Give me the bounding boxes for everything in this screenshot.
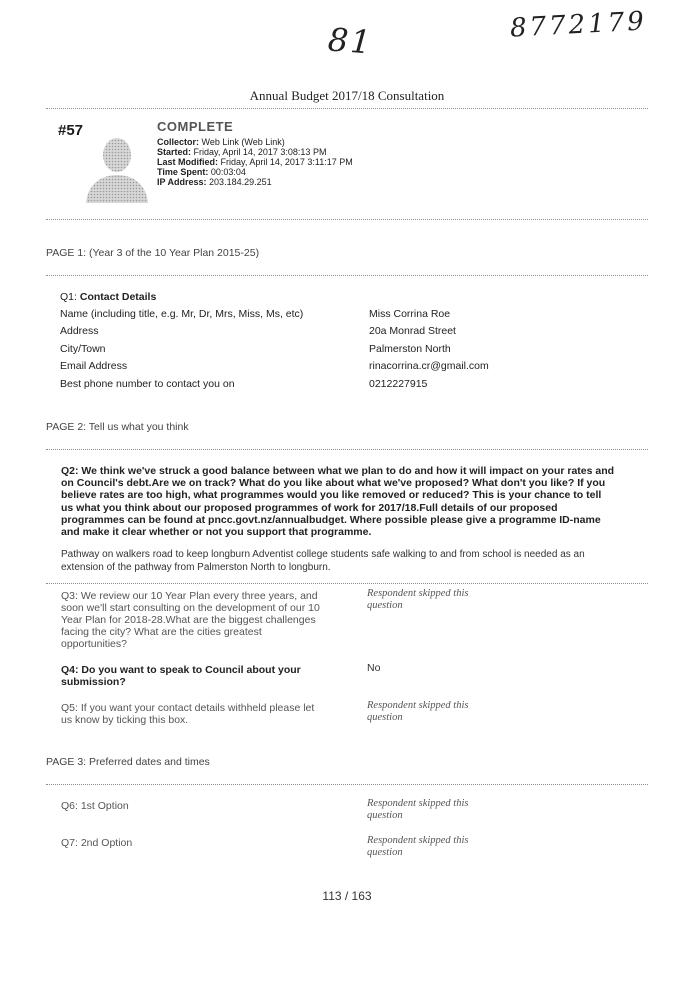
contact-row-value: 20a Monrad Street — [369, 325, 456, 337]
divider — [46, 583, 648, 584]
q2-answer-line: extension of the pathway from Palmerston North to longburn. — [61, 561, 331, 573]
divider — [46, 449, 648, 450]
q2-line: believe rates are too high, what programmes would you like removed or reduced? This is your chance to tell — [61, 489, 602, 502]
skipped-line: question — [367, 600, 403, 611]
q4-line: Q4: Do you want to speak to Council about your — [61, 664, 301, 676]
q2-line: Q2: We think we've struck a good balance between what we plan to do and how it will impact on your rates and — [61, 465, 615, 477]
ip-address-label: IP Address: — [157, 177, 207, 187]
collector-value: Web Link (Web Link) — [201, 137, 285, 147]
contact-row-label: Name (including title, e.g. Mr, Dr, Mrs, Miss, Ms, etc) — [60, 308, 304, 320]
q5-line: Q5: If you want your contact details withheld please let — [61, 702, 315, 714]
q3-line: facing the city? What are the cities greatest — [61, 626, 262, 638]
contact-row-value: Miss Corrina Roe — [369, 308, 451, 320]
q3-line: Q3: We review our 10 Year Plan every three years, and — [61, 590, 318, 602]
q1-prefix: Q1: — [60, 291, 77, 303]
contact-row-value: rinacorrina.cr@gmail.com — [369, 360, 489, 372]
contact-row-label: City/Town — [60, 343, 106, 355]
document-title: Annual Budget 2017/18 Consultation — [249, 88, 445, 103]
q4-answer: No — [367, 662, 381, 674]
q6-label: Q6: 1st Option — [61, 800, 129, 812]
divider — [46, 275, 648, 276]
q2-answer — [61, 549, 631, 574]
handwritten-reference-number: 8772179 — [509, 6, 648, 44]
q3-line: soon we'll start consulting on the development of our 10 — [61, 602, 320, 614]
q6-answer — [367, 798, 497, 822]
q3-answer — [367, 588, 497, 612]
response-number: #57 — [58, 122, 84, 139]
q5-question — [61, 702, 361, 726]
q2-line: and make it clear whether or not you support that programme. — [61, 526, 372, 539]
page-2-heading: PAGE 2: Tell us what you think — [46, 421, 189, 433]
q3-question — [61, 590, 361, 650]
q5-line: us know by ticking this box. — [61, 714, 189, 726]
avatar-placeholder-icon — [84, 133, 150, 203]
time-spent-value: 00:03:04 — [210, 167, 246, 177]
contact-row-value: 0212227915 — [369, 378, 428, 390]
divider — [46, 108, 648, 109]
collector-label: Collector: — [157, 137, 200, 147]
time-spent-label: Time Spent: — [157, 167, 209, 177]
skipped-line: Respondent skipped this — [367, 835, 469, 846]
page-3-heading: PAGE 3: Preferred dates and times — [46, 756, 210, 768]
last-modified-value: Friday, April 14, 2017 3:11:17 PM — [220, 157, 353, 167]
skipped-line: Respondent skipped this — [367, 700, 469, 711]
skipped-line: question — [367, 712, 403, 723]
skipped-line: Respondent skipped this — [367, 798, 469, 809]
divider — [46, 784, 648, 785]
q2-answer-line: Pathway on walkers road to keep longburn Adventist college students safe walking to and from school is needed as an — [61, 549, 585, 560]
started-label: Started: — [157, 147, 192, 157]
page-number: 113 / 163 — [322, 889, 372, 903]
contact-row-label: Address — [60, 325, 99, 337]
skipped-line: question — [367, 847, 403, 858]
q2-line: on Council's debt.Are we on track? What do you like about what we've proposed? What don't you like? If you — [61, 477, 606, 490]
started-value: Friday, April 14, 2017 3:08:13 PM — [193, 147, 327, 157]
contact-row-value: Palmerston North — [369, 343, 451, 355]
last-modified-label: Last Modified: — [157, 157, 218, 167]
q3-line: Year Plan for 2018-28.What are the biggest challenges — [61, 614, 316, 626]
q7-label: Q7: 2nd Option — [61, 837, 133, 849]
handwritten-page-mark: 81 — [326, 20, 374, 62]
q1-label: Contact Details — [79, 291, 157, 303]
contact-row-label: Email Address — [60, 360, 128, 372]
q5-answer — [367, 700, 497, 724]
q1-title — [60, 291, 156, 303]
status-label: COMPLETE — [157, 119, 234, 134]
skipped-line: question — [367, 810, 403, 821]
q4-line: submission? — [61, 676, 126, 689]
q3-line: opportunities? — [61, 638, 127, 650]
response-metadata — [157, 137, 353, 187]
contact-row-label: Best phone number to contact you on — [60, 378, 235, 390]
ip-address-value: 203.184.29.251 — [209, 177, 272, 187]
q2-question — [61, 465, 641, 538]
page-1-heading: PAGE 1: (Year 3 of the 10 Year Plan 2015-25) — [46, 247, 260, 259]
q2-line: us what you think about our proposed programmes of work for 2017/18.Full details of our proposed — [61, 501, 558, 514]
q4-question — [61, 664, 361, 688]
divider — [46, 219, 648, 220]
skipped-line: Respondent skipped this — [367, 588, 469, 599]
q7-answer — [367, 835, 497, 859]
q2-line: programmes can be found at pncc.govt.nz/annualbudget. Where possible please give a programme ID-name — [61, 513, 601, 526]
